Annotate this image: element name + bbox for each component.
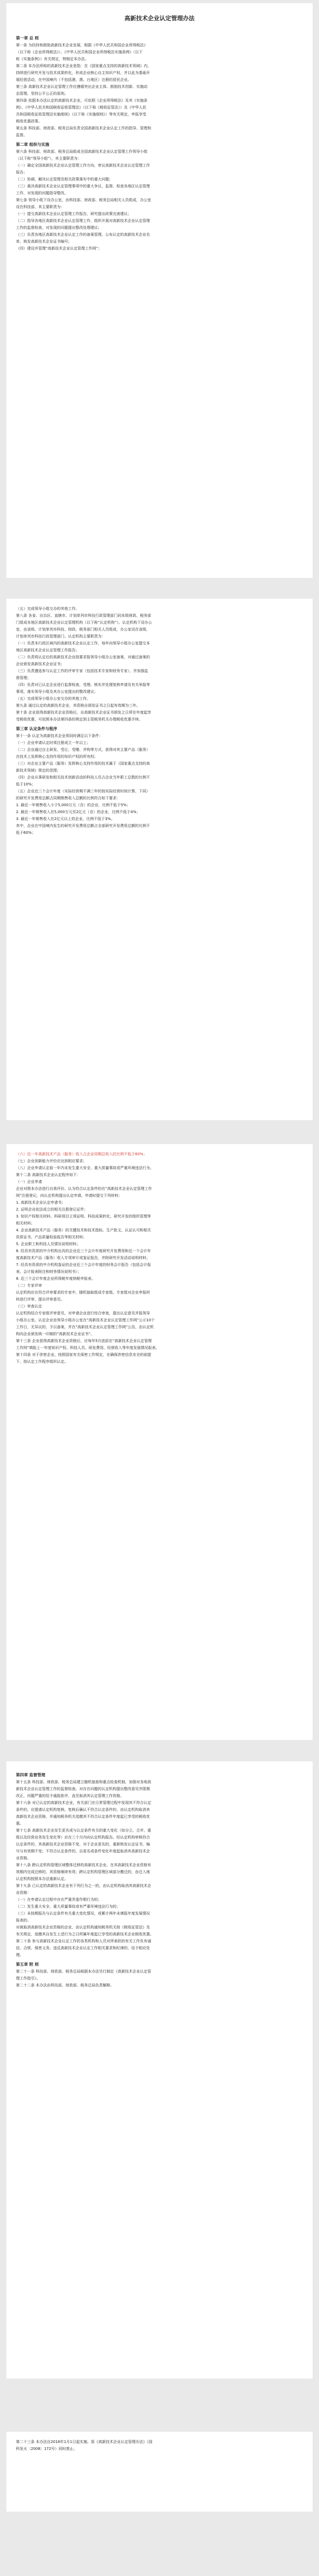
- text-line: 高新技术企业资格，并通知税务机关追缴其不符合认定条件年度起已享受的税收优: [16, 1815, 150, 1819]
- text-line: 企业颁发高新技术企业证书；: [16, 662, 64, 666]
- text-line: 企业对照本办法进行自我评价。认为符合认定条件的在“高新技术企业认定管理工作: [16, 1187, 152, 1191]
- text-line: 对被取消高新技术企业资格的企业，由认定机构通知税务机关按《税收征管法》及: [16, 1925, 150, 1929]
- text-line: 理工作指引》。: [16, 1976, 40, 1981]
- text-line: 组以及经营业务发生变化等）应在三个月内向认定机构报告。经认定机构审核符合: [16, 1835, 150, 1840]
- text-line: 低于10%；: [16, 782, 36, 786]
- text-line: 工作，对发现的问题指导整改。: [16, 191, 68, 195]
- text-line: 第七条 领导小组下设办公室，由科技部、财政部、税务总局相关人员组成，办公室: [16, 198, 152, 202]
- text-line: 第二十三条 本办法自2016年1月1日起实施。原《高新技术企业认定管理办法》（国: [16, 2440, 153, 2444]
- text-line: 第二十条 参与高新技术企业认定工作的各类机构和人员对所承担的有关工作负有诚: [16, 1939, 152, 1943]
- text-line: 室，由省级、计划单列市科技、财政、税务部门相关人员组成，办公室设在省级、: [16, 627, 150, 632]
- text-line: 小组办公室。认定企业由领导小组办公室在“高新技术企业认定管理工作网”公示10个: [16, 1318, 155, 1322]
- text-line: （二）协调、解决认定管理及相关政策落实中的重大问题；: [16, 177, 113, 181]
- text-line: 共和国税收征收管理法实施细则》（以下称《实施细则》）等有关规定，申报享受: [16, 112, 146, 117]
- text-line: （五）企业近三个会计年度（实际经营期不满三年的按实际经营时间计算，下同）: [16, 789, 150, 793]
- text-line: 第十六条 对已认定的高新技术企业，有关部门在日常管理过程中发现其不符合认定: [16, 1801, 152, 1805]
- document-title: [6, 3, 313, 24]
- text-line: 第十三条 企业获得高新技术企业资格后，应每年5月底前在“高新技术企业认定管理: [16, 1339, 152, 1343]
- text-line: 工作的监督检查，对发现的问题提出整改处理建议；: [16, 226, 102, 230]
- text-line: 1. 最近一年销售收入小于5,000万元（含）的企业，比例不低于5%；: [16, 803, 131, 807]
- text-line: 认定机构按照本办法重新认定。: [16, 1877, 68, 1881]
- text-line: 单，核发高新技术企业证书编号；: [16, 239, 72, 244]
- text-line: （四）负责对已认定企业进行监督检查，受理、核实并处理复核申请及有关举报等: [16, 683, 150, 687]
- text-line: 科发火〔2008〕172号）同时废止。: [16, 2447, 78, 2451]
- text-line: （五）完成领导小组交办的其他工作。: [16, 607, 79, 611]
- text-line: 第十四条 对于涉密企业，按照国家有关保密工作规定，在确保涉密信息安全的前提: [16, 1353, 152, 1357]
- text-line: 资质证书、产品质量检验报告等相关材料；: [16, 1235, 87, 1239]
- text-line: 第六条 科技部、财政部、税务总局组成全国高新技术企业认定管理工作领导小组: [16, 150, 148, 154]
- text-line: 改正，问题严重的给予通报批评，直至取消其认定管理工作资格。: [16, 1794, 124, 1798]
- text-line: 号与有效期不变；不符合认定条件的，自更名或条件变化年度起取消其高新技术企: [16, 1849, 150, 1853]
- text-line: 例》、《中华人民共和国税收征收管理法》（以下称《税收征管法》）及《中华人民: [16, 105, 146, 110]
- text-line: 门组成本地区高新技术企业认定管理机构（以下称“认定机构”）。认定机构下设办公: [16, 620, 152, 625]
- text-line: （五）完成领导小组办公室交办的其他工作。: [16, 697, 90, 701]
- text-line: 网”注册登记，向认定机构提出认定申请。申请时提交下列材料：: [16, 1194, 122, 1198]
- text-line: 第五条 科技部、财政部、税务总局负责全国高新技术企业认定工作的指导、管理和: [16, 126, 152, 130]
- page-title: 高新技术企业认定管理办法: [124, 15, 195, 22]
- text-line: 新技术企业认定管理工作的监督检查。对存在问题的认定机构提出整改意见并限期: [16, 1787, 150, 1791]
- page-5: [6, 2432, 313, 2512]
- text-line: （二）专家评审: [16, 1283, 42, 1288]
- text-line: （一）提交高新技术企业认定管理工作报告，研究提出政策完善建议；: [16, 212, 131, 216]
- text-line: 持续进行研究开发与技术成果转化，形成企业核心自主知识产权，并以此为基础开: [16, 71, 150, 75]
- text-line: 称《实施条例》）有关规定，特制定本办法。: [16, 57, 89, 61]
- text-line: （以下称“领导小组”），其主要职责为：: [16, 156, 81, 161]
- section-heading: 第四章 监督管理: [16, 1772, 46, 1777]
- text-line: 条件的，应提请认定机构复核。复核后确认不符合认定条件的，由认定机构取消其: [16, 1808, 150, 1812]
- text-line: （三）负责各地区高新技术企业认定工作的备案管理，公布认定的高新技术企业名: [16, 233, 150, 237]
- text-line: 的研究开发费用总额占同期销售收入总额的比例符合如下要求：: [16, 796, 120, 800]
- text-line: 第十八条 跨认定机构管理区域整体迁移的高新技术企业，在其高新技术企业资格有: [16, 1863, 152, 1867]
- text-line: 第二十一条 科技部、财政部、税务总局根据本办法另行制定《高新技术企业认定管: [16, 1969, 152, 1974]
- text-line: 有关规定，追缴其自发生上述行为之日所属年度起已享受的高新技术企业税收优惠。: [16, 1932, 154, 1936]
- text-line: 4. 企业高新技术产品（服务）的关键技术和技术指标、生产批文、认证认可和相关: [16, 1228, 151, 1232]
- text-line: 第九条 通过认定的高新技术企业，其资格自颁发证书之日起有效期为三年。: [16, 703, 140, 708]
- text-line: 第四条 依据本办法认定的高新技术企业，可依照《企业所得税法》及其《实施条: [16, 98, 148, 103]
- text-line: 新技术领域》规定的范围；: [16, 768, 61, 773]
- page-1: [6, 24, 313, 578]
- text-line: 第十九条 已认定的高新技术企业有下列行为之一的，由认定机构取消其高新技术企: [16, 1884, 152, 1888]
- text-line: （三）审查认定: [16, 1304, 42, 1308]
- text-line: 2. 最近一年销售收入在5,000万元至2亿元（含）的企业，比例不低于4%；: [16, 810, 140, 814]
- text-line: 计划单列市科技行政管理部门。认定机构主要职责为：: [16, 634, 105, 639]
- text-line: 构向企业颁发统一印制的“高新技术企业证书”。: [16, 1332, 95, 1336]
- section-heading: 第五章 附 则: [16, 1962, 39, 1967]
- text-line: （三）负责遴选参与认定工作的评审专家（包括技术专家和财务专家），并加强监: [16, 669, 148, 673]
- text-line: 5. 企业职工和科技人员情况说明材料；: [16, 1242, 80, 1246]
- text-line: 认定机构应在符合评审要求的专家中，随机抽取组成专家组。专家组对企业申报材: [16, 1290, 150, 1295]
- text-line: 认定机构结合专家组评审意见，对申请企业进行综合审查，提出认定意见并报领导: [16, 1311, 150, 1315]
- text-line: 第三条 高新技术企业认定管理工作应遵循突出企业主体、鼓励技术创新、实施动: [16, 85, 148, 89]
- text-line: （一）企业申请: [16, 1180, 42, 1184]
- text-line: 展经营活动，在中国境内（不包括港、澳、台地区）注册的居民企业。: [16, 78, 131, 82]
- text-line: 认定条件的，其高新技术企业资格不变，对于企业更名的，重新核发认定证书，编: [16, 1842, 150, 1846]
- text-line: 表、会计报表附注和财务情况说明书）；: [16, 1270, 81, 1274]
- text-line: 低于60%；: [16, 831, 36, 835]
- text-line: （二）发生重大安全、重大质量事故或有严重环境违法行为的；: [16, 1904, 120, 1909]
- text-line: 度高新技术产品（服务）收入专项审计或鉴证报告，并附研究开发活动说明材料；: [16, 1256, 150, 1260]
- text-line: 8. 近三个会计年度企业所得税年度纳税申报表。: [16, 1277, 95, 1281]
- text-line: （四）企业从事研发和相关技术创新活动的科技人员占企业当年职工总数的比例不: [16, 775, 150, 780]
- text-line: 报告；: [16, 170, 27, 175]
- text-line: 业资格。: [16, 1856, 31, 1860]
- text-line: 报表的。: [16, 1918, 31, 1923]
- text-line: 效期内完成迁移的，其资格继续有效；跨认定机构管理区域部分搬迁的，由迁入地: [16, 1870, 150, 1874]
- text-line: 第二条 本办法所称的高新技术企业是指：在《国家重点支持的高新技术领域》内，: [16, 64, 152, 68]
- page-2: [6, 599, 313, 1120]
- text-line: 理。: [16, 1953, 23, 1957]
- text-line: 工作网”填报上一年度知识产权、科技人员、研发费用、经营收入等年度发展情况报表。: [16, 1346, 160, 1350]
- text-line: 业资格：: [16, 1891, 31, 1895]
- text-line: （八）企业申请认定前一年内未发生重大安全、重大质量事故或严重环境违法行为。: [16, 1166, 154, 1170]
- text-line: （一）负责本行政区域内的高新技术企业认定工作，每年向领导小组办公室提交本: [16, 641, 150, 645]
- text-line: 3. 最近一年销售收入在2亿元以上的企业，比例不低于3%。: [16, 817, 115, 821]
- text-line: （一）企业申请认定时须注册成立一年以上；: [16, 741, 90, 745]
- text-line: 3. 知识产权相关材料、科研项目立项证明、科技成果转化、研究开发的组织管理等: [16, 1214, 151, 1219]
- text-line: （三）未按期报告与认定条件有关重大变化情况，或累计两年未填报年度发展情况: [16, 1911, 150, 1916]
- highlighted-line: （六）近一年高新技术产品（服务）收入占企业同期总收入的比例不低于60%；: [16, 1152, 147, 1156]
- text-line: （四）建设并管理“高新技术企业认定管理工作网”；: [16, 246, 102, 251]
- text-line: 信、合规、保密义务。违反高新技术企业认定工作相关要求和纪律的，给予相应处: [16, 1946, 150, 1950]
- text-line: 第二十二条 本办法由科技部、财政部、税务总局负责解释。: [16, 1983, 114, 1987]
- text-line: （三）对企业主要产品（服务）发挥核心支持作用的技术属于《国家重点支持的高: [16, 761, 150, 766]
- text-line: （以下称《企业所得税法》）、《中华人民共和国企业所得税法实施条例》（以下: [16, 50, 142, 54]
- text-line: 第八条 各省、自治区、直辖市、计划单列市科技行政管理部门同本级财政、税务部: [16, 614, 152, 618]
- text-line: 事项，落实领导小组及其办公室提出的整改建议；: [16, 690, 98, 694]
- page-3: [6, 1144, 313, 1740]
- text-line: （三）裁决高新技术企业认定管理事项中的重大争议，监督、检查各地区认定管理: [16, 184, 150, 188]
- text-line: 第十一条 认定为高新技术企业须同时满足以下条件：: [16, 734, 103, 738]
- text-line: 监督。: [16, 133, 27, 137]
- text-line: 料进行评审，提出评审意见。: [16, 1297, 64, 1302]
- text-line: 第十条 企业获得高新技术企业资格后，自高新技术企业证书颁发之日所在年度起享: [16, 710, 152, 715]
- text-line: 工作日，无异议的，予以备案，并在“高新技术企业认定管理工作网”公告，由认定机: [16, 1325, 154, 1329]
- text-line: 地区高新技术企业认定管理工作报告；: [16, 648, 79, 652]
- section-heading: 第二章 组织与实施: [16, 142, 49, 147]
- text-line: 6. 经具有资质的中介机构出具的企业近三个会计年度研究开发费用和近一个会计年: [16, 1249, 151, 1253]
- section-heading: 第一章 总 则: [16, 36, 39, 40]
- text-line: 2. 证明企业依法成立的相关注册登记证件；: [16, 1207, 88, 1212]
- page-4: [6, 1761, 313, 2379]
- text-line: 税收优惠政策。: [16, 119, 42, 123]
- section-heading: 第三章 认定条件与程序: [16, 726, 57, 731]
- text-line: 下，按认定工作程序组织认定。: [16, 1360, 68, 1364]
- text-line: 惠。: [16, 1821, 23, 1826]
- text-line: 在技术上发挥核心支持作用的知识产权的所有权；: [16, 755, 98, 759]
- text-line: （二）指导各地区高新技术企业认定管理工作，组织开展对高新技术企业认定管理: [16, 219, 150, 223]
- text-line: 第十五条 科技部、财政部、税务总局建立随机抽查和重点检查机制，加强对各地高: [16, 1780, 152, 1784]
- text-line: 1. 高新技术企业认定申请书；: [16, 1200, 65, 1205]
- text-line: 第十七条 高新技术企业发生更名或与认定条件有关的重大变化（如分立、合并、重: [16, 1828, 152, 1833]
- text-line: 第一条 为扶持和鼓励高新技术企业发展，根据《中华人民共和国企业所得税法》: [16, 43, 148, 47]
- text-line: 受税收优惠，可依照本办法第四条的规定到主管税务机关办理税收优惠手续。: [16, 717, 142, 722]
- text-line: （二）负责将认定后的高新技术企业按要求报领导小组办公室备案，对通过备案的: [16, 655, 150, 659]
- text-line: 设在科技部，其主要职责为：: [16, 205, 64, 209]
- text-line: 7. 经具有资质的中介机构鉴证的企业近三个会计年度的财务会计报告（包括会计报: [16, 1263, 151, 1267]
- text-line: 态管理、坚持公平公正的原则。: [16, 92, 68, 96]
- text-line: （七）企业创新能力评价应达到相应要求；: [16, 1159, 87, 1163]
- text-line: 相关材料；: [16, 1221, 35, 1225]
- text-line: （一）确定全国高新技术企业认定管理工作方向，审议高新技术企业认定管理工作: [16, 163, 150, 168]
- text-line: 其中，企业在中国境内发生的研究开发费用总额占全部研究开发费用总额的比例不: [16, 824, 150, 828]
- text-line: （二）企业通过自主研发、受让、受赠、并购等方式，获得对其主要产品（服务）: [16, 748, 150, 752]
- text-line: 督管理；: [16, 676, 31, 680]
- text-line: （一）在申请认定过程中存在严重弄虚作假行为的；: [16, 1898, 102, 1902]
- text-line: 第十二条 高新技术企业认定程序如下：: [16, 1173, 81, 1177]
